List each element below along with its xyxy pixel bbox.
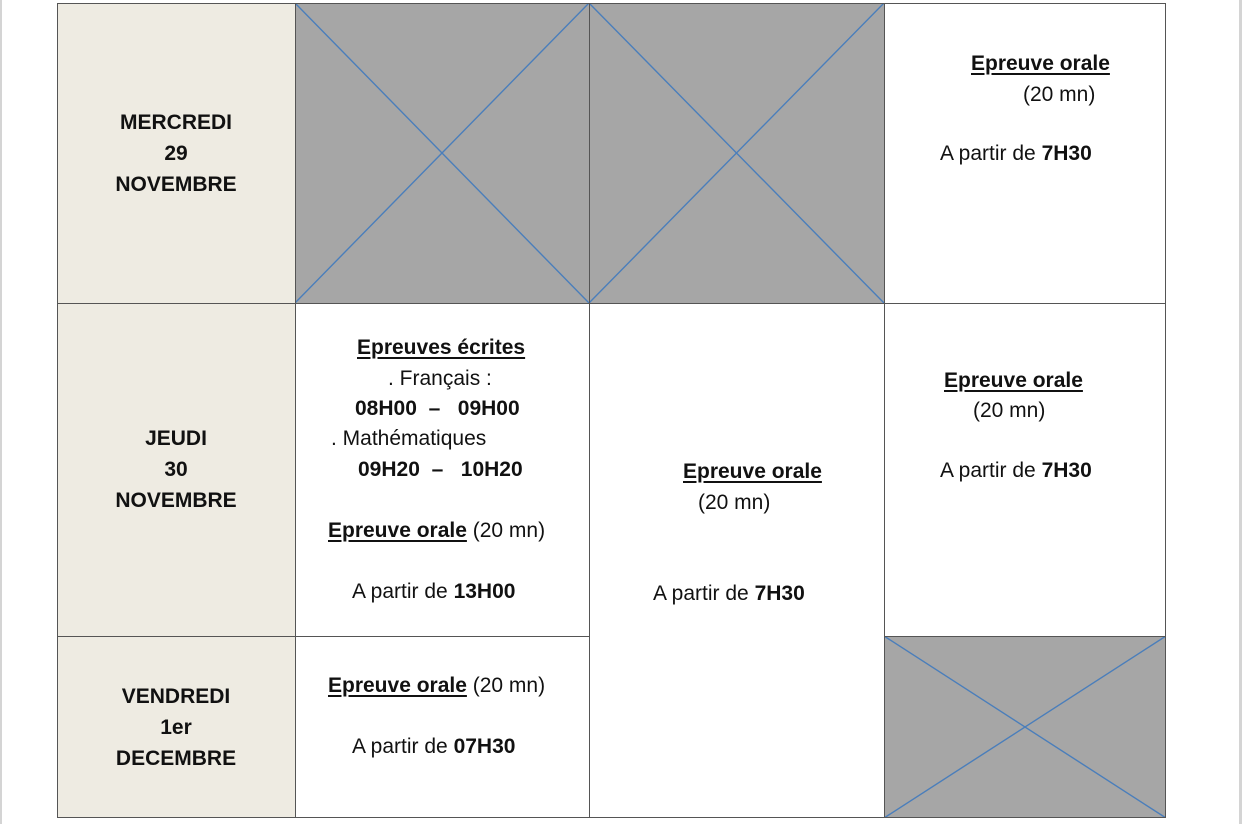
- subject-french: . Français :: [388, 367, 492, 390]
- start-time: 13H00: [453, 580, 516, 603]
- oral-exam-title: Epreuve orale: [328, 674, 467, 697]
- time-start: 08H00: [355, 397, 417, 420]
- day-number: 30: [164, 458, 188, 481]
- start-prefix: A partir de: [940, 142, 1042, 165]
- subject-maths: . Mathématiques: [331, 427, 487, 450]
- cross-mark-icon: [295, 3, 589, 303]
- start-time-text: [352, 577, 515, 607]
- day-cell-wednesday: [57, 3, 295, 303]
- cell-thursday-oral: [884, 303, 1166, 636]
- start-prefix: A partir de: [940, 459, 1042, 482]
- oral-exam-title: Epreuve orale: [944, 369, 1083, 392]
- grid-line-left: [57, 3, 58, 818]
- day-label-friday: [116, 681, 236, 774]
- oral-exam-duration: (20 mn): [973, 399, 1046, 422]
- start-prefix: A partir de: [653, 582, 755, 605]
- day-name: MERCREDI: [119, 110, 232, 134]
- time-dash: –: [428, 397, 441, 420]
- oral-exam-duration: (20 mn): [472, 674, 546, 697]
- grid-line-row1: [57, 303, 1166, 304]
- start-time: 7H30: [1041, 142, 1092, 165]
- start-time-text: [653, 579, 805, 609]
- grid-line-top: [57, 3, 1166, 4]
- grid-line-bottom: [57, 817, 1166, 818]
- start-time-text: [940, 139, 1092, 169]
- start-time: 07H30: [453, 735, 516, 758]
- day-number: 1er: [160, 715, 192, 739]
- grid-line-col1: [295, 3, 296, 818]
- cross-mark-icon: [589, 3, 884, 303]
- time-dash: –: [431, 458, 444, 481]
- oral-exam-line: [328, 516, 545, 546]
- oral-exam-duration: (20 mn): [472, 519, 546, 542]
- start-time-text: [940, 456, 1092, 486]
- cell-wednesday-oral: [884, 3, 1166, 303]
- time-start: 09H20: [358, 458, 420, 481]
- day-number: 29: [164, 141, 188, 165]
- cell-thursday-friday-oral: [589, 303, 884, 818]
- written-exams-title: Epreuves écrites: [357, 336, 526, 359]
- day-name: VENDREDI: [121, 684, 231, 708]
- grid-line-row2-right: [884, 636, 1166, 637]
- day-cell-friday: [57, 636, 295, 818]
- grid-line-col2: [589, 3, 590, 818]
- blocked-cell-wednesday-col2: [295, 3, 589, 303]
- day-cell-thursday: [57, 303, 295, 636]
- oral-exam-duration: (20 mn): [1023, 83, 1096, 106]
- schedule-table: [57, 3, 1166, 818]
- oral-exam-title: Epreuve orale: [971, 52, 1110, 75]
- oral-exam-title: Epreuve orale: [328, 519, 467, 542]
- day-month: DECEMBRE: [115, 746, 237, 770]
- blocked-cell-wednesday-col3: [589, 3, 884, 303]
- grid-line-right: [1165, 3, 1166, 818]
- grid-line-row2-left: [57, 636, 589, 637]
- time-end: 09H00: [457, 397, 520, 420]
- day-month: NOVEMBRE: [115, 172, 237, 196]
- start-time: 7H30: [1041, 459, 1092, 482]
- time-range-maths: [358, 455, 523, 485]
- cell-thursday-written: [295, 303, 589, 636]
- cross-mark-icon: [884, 636, 1166, 818]
- day-name: JEUDI: [145, 427, 207, 450]
- start-prefix: A partir de: [352, 735, 454, 758]
- oral-exam-duration: (20 mn): [698, 491, 771, 514]
- day-month: NOVEMBRE: [115, 489, 237, 512]
- start-time-text: [352, 732, 515, 762]
- oral-exam-title: Epreuve orale: [683, 460, 822, 483]
- day-label-wednesday: [115, 107, 236, 200]
- page-edge-left: [0, 0, 2, 824]
- oral-exam-line: [328, 671, 545, 701]
- time-range-french: [355, 394, 520, 424]
- start-time: 7H30: [754, 582, 805, 605]
- time-end: 10H20: [460, 458, 523, 481]
- blocked-cell-friday-col4: [884, 636, 1166, 818]
- start-prefix: A partir de: [352, 580, 454, 603]
- cell-friday-oral: [295, 636, 589, 818]
- day-label-thursday: [115, 423, 236, 516]
- grid-line-col3: [884, 3, 885, 818]
